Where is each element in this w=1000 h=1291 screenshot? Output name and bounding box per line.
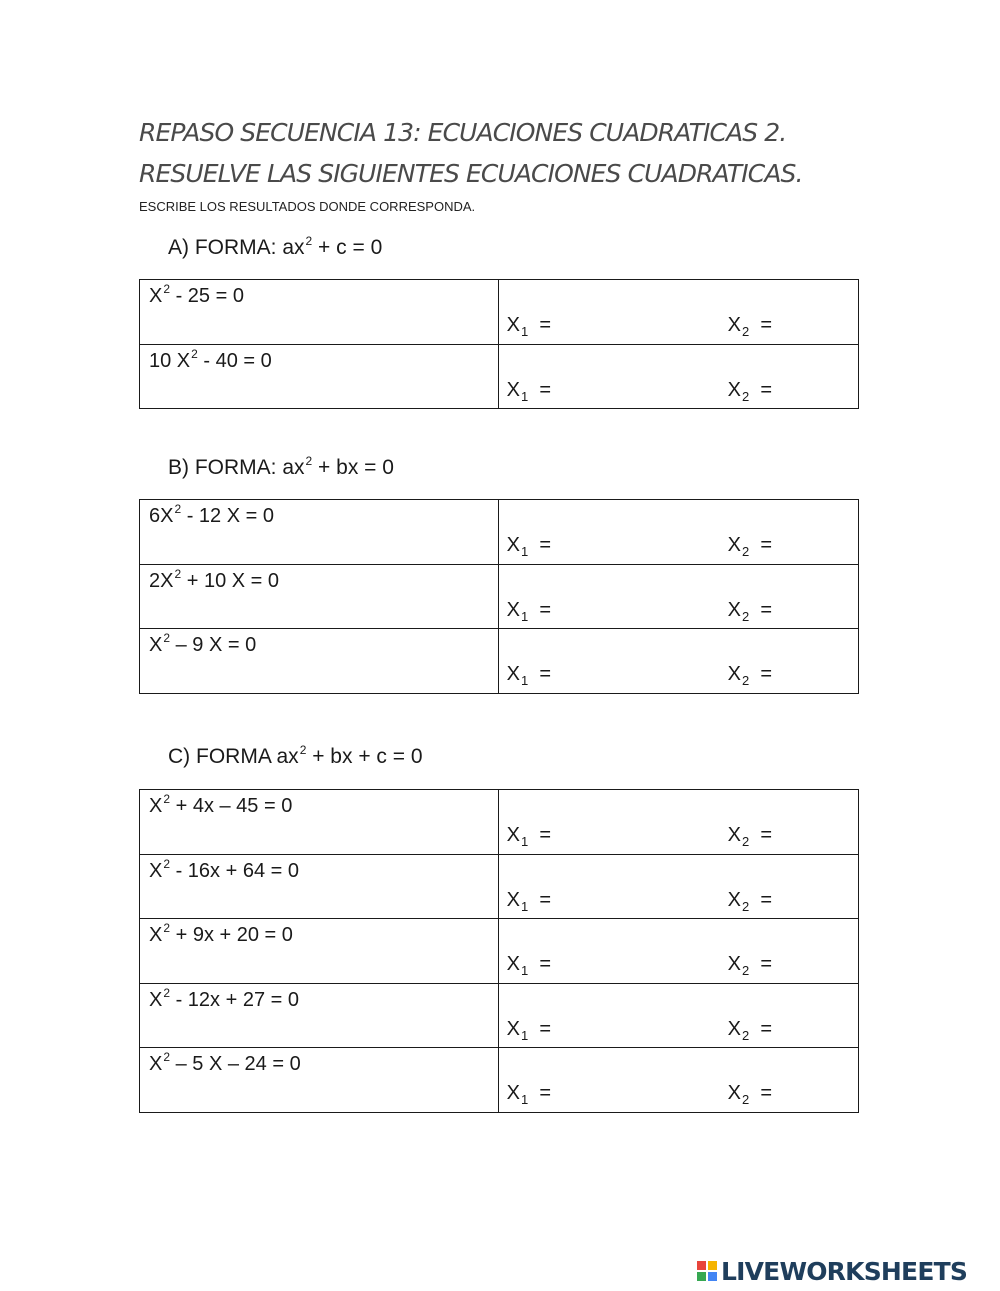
x1-answer-label — [507, 889, 551, 912]
section-a-heading-rest: + c = 0 — [312, 236, 383, 259]
x1-equals: = — [539, 953, 552, 975]
x2-answer-label — [728, 1082, 772, 1105]
x2-equals: = — [760, 888, 773, 911]
x2-variable: X — [727, 534, 741, 556]
equation-exponent: 2 — [163, 631, 171, 645]
equation-base: 2X — [149, 569, 174, 592]
exponent: 2 — [299, 743, 307, 757]
x1-subscript: 1 — [520, 1092, 529, 1107]
x2-answer-label — [728, 534, 772, 557]
equation-exponent: 2 — [163, 921, 171, 935]
section-a-heading-text: A) FORMA: ax — [168, 236, 305, 259]
equation-base: X — [149, 859, 163, 882]
answer-cell[interactable] — [498, 344, 858, 409]
x2-equals: = — [760, 378, 772, 401]
section-a-table — [139, 279, 859, 409]
x1-equals: = — [539, 824, 552, 846]
answer-cell[interactable] — [498, 280, 858, 345]
x2-equals: = — [760, 1017, 773, 1040]
equation-row — [140, 983, 859, 1048]
worksheet-title-line-1: REPASO SECUENCIA 13: ECUACIONES CUADRATICAS 2. — [139, 118, 787, 147]
x1-subscript: 1 — [520, 963, 529, 978]
answer-cell[interactable] — [498, 854, 858, 919]
x1-subscript: 1 — [520, 544, 529, 559]
x2-subscript: 2 — [741, 608, 750, 624]
equation-cell — [140, 280, 499, 345]
section-c-heading — [168, 745, 423, 769]
x2-subscript: 2 — [741, 898, 750, 914]
x2-answer-label — [728, 379, 772, 402]
equation-exponent: 2 — [163, 282, 171, 296]
equation-base: X — [149, 924, 163, 946]
answer-cell[interactable] — [498, 983, 858, 1048]
equation-row — [140, 1048, 859, 1113]
x2-equals: = — [760, 824, 773, 846]
equation-cell — [140, 500, 499, 565]
x2-answer-label — [728, 1018, 772, 1041]
answer-cell[interactable] — [498, 919, 858, 984]
x2-variable: X — [727, 663, 741, 685]
x1-equals: = — [539, 888, 552, 911]
x1-variable: X — [506, 888, 520, 911]
x2-equals: = — [760, 663, 772, 685]
x1-answer-label — [507, 824, 551, 847]
x1-subscript: 1 — [520, 834, 529, 849]
x1-answer-label — [507, 953, 551, 976]
section-b-heading-rest: + bx = 0 — [312, 456, 394, 479]
equation-row — [140, 500, 859, 565]
x1-answer-label — [507, 663, 551, 686]
equation-row — [140, 344, 859, 409]
x1-answer-label — [507, 534, 551, 557]
equation-row — [140, 790, 859, 855]
equation-base: X — [149, 634, 163, 656]
section-b-heading — [168, 456, 394, 480]
x2-answer-label — [728, 314, 772, 337]
x2-answer-label — [728, 889, 772, 912]
equation-cell — [140, 854, 499, 919]
x1-equals: = — [539, 1017, 552, 1040]
equation-base: X — [149, 795, 163, 817]
x1-equals: = — [539, 1082, 552, 1104]
x1-variable: X — [506, 663, 520, 685]
logo-square-red — [697, 1261, 706, 1270]
answer-cell[interactable] — [498, 500, 858, 565]
answer-cell[interactable] — [498, 790, 858, 855]
equation-exponent: 2 — [163, 1050, 171, 1064]
section-c-table — [139, 789, 859, 1113]
equation-rest: + 9x + 20 = 0 — [170, 924, 293, 946]
logo-square-yellow — [708, 1261, 717, 1270]
x1-subscript: 1 — [520, 388, 529, 404]
x1-variable: X — [506, 1017, 520, 1040]
x2-subscript: 2 — [741, 324, 750, 339]
x1-answer-label — [507, 1018, 551, 1041]
liveworksheets-logo — [697, 1256, 967, 1286]
x2-subscript: 2 — [741, 1027, 750, 1043]
x2-equals: = — [760, 1082, 773, 1104]
x2-variable: X — [727, 378, 741, 401]
liveworksheets-logo-text: LIVEWORKSHEETS — [721, 1256, 968, 1286]
equation-base: 10 X — [149, 349, 191, 372]
x2-variable: X — [727, 1082, 741, 1104]
equation-base: 6X — [149, 505, 174, 527]
equation-cell — [140, 629, 499, 694]
equation-rest: + 10 X = 0 — [181, 569, 280, 592]
x1-answer-label — [507, 379, 551, 402]
x2-variable: X — [727, 598, 741, 621]
x1-answer-label — [507, 1082, 551, 1105]
section-c-heading-text: C) FORMA ax — [168, 745, 299, 768]
equation-cell — [140, 1048, 499, 1113]
equation-cell — [140, 919, 499, 984]
x2-equals: = — [760, 953, 773, 975]
section-b-heading-text: B) FORMA: ax — [168, 456, 305, 479]
x1-equals: = — [539, 663, 551, 685]
logo-square-green — [697, 1272, 706, 1281]
x2-equals: = — [760, 598, 772, 621]
equation-rest: - 12x + 27 = 0 — [170, 988, 300, 1011]
x2-answer-label — [728, 824, 772, 847]
exponent: 2 — [305, 454, 313, 468]
equation-row — [140, 919, 859, 984]
x2-answer-label — [728, 663, 772, 686]
equation-exponent: 2 — [191, 346, 198, 361]
x2-variable: X — [727, 824, 741, 846]
equation-rest: – 5 X – 24 = 0 — [170, 1053, 301, 1075]
x2-variable: X — [727, 953, 741, 975]
x2-equals: = — [760, 534, 772, 556]
worksheet-title-line-2: RESUELVE LAS SIGUIENTES ECUACIONES CUADRATICAS. — [139, 159, 803, 188]
x1-answer-label — [507, 314, 551, 337]
equation-row — [140, 854, 859, 919]
x1-variable: X — [506, 1082, 520, 1104]
equation-row — [140, 280, 859, 345]
x2-subscript: 2 — [741, 544, 750, 559]
equation-base: X — [149, 988, 163, 1011]
x1-variable: X — [506, 953, 520, 975]
x1-variable: X — [506, 598, 520, 621]
x1-variable: X — [506, 314, 520, 336]
x2-variable: X — [727, 888, 741, 911]
equation-row — [140, 629, 859, 694]
x2-subscript: 2 — [741, 963, 750, 978]
x1-variable: X — [506, 534, 520, 556]
equation-rest: - 25 = 0 — [170, 285, 244, 307]
equation-cell — [140, 790, 499, 855]
equation-base: X — [149, 285, 163, 307]
equation-rest: - 16x + 64 = 0 — [170, 859, 300, 882]
x2-subscript: 2 — [741, 834, 750, 849]
x1-equals: = — [539, 314, 551, 336]
x2-answer-label — [728, 599, 772, 622]
section-b-table — [139, 499, 859, 694]
equation-rest: - 40 = 0 — [197, 349, 272, 372]
equation-exponent: 2 — [163, 792, 171, 806]
x1-equals: = — [539, 378, 551, 401]
equation-cell — [140, 564, 499, 629]
equation-exponent: 2 — [163, 856, 171, 871]
equation-exponent: 2 — [174, 502, 182, 516]
x2-subscript: 2 — [741, 1092, 750, 1107]
equation-exponent: 2 — [174, 566, 182, 581]
equation-cell — [140, 344, 499, 409]
x1-subscript: 1 — [520, 324, 529, 339]
x1-answer-label — [507, 599, 551, 622]
x2-answer-label — [728, 953, 772, 976]
x1-equals: = — [539, 598, 551, 621]
x1-subscript: 1 — [520, 608, 529, 624]
equation-rest: + 4x – 45 = 0 — [170, 795, 293, 817]
x1-subscript: 1 — [520, 898, 529, 914]
x1-subscript: 1 — [520, 1027, 529, 1043]
exponent: 2 — [305, 234, 313, 248]
x2-variable: X — [727, 314, 741, 336]
worksheet-instructions: ESCRIBE LOS RESULTADOS DONDE CORRESPONDA. — [139, 199, 476, 214]
equation-rest: - 12 X = 0 — [181, 505, 274, 527]
x1-subscript: 1 — [520, 673, 529, 688]
section-a-heading — [168, 236, 382, 260]
answer-cell[interactable] — [498, 629, 858, 694]
liveworksheets-logo-icon — [697, 1261, 717, 1281]
answer-cell[interactable] — [498, 564, 858, 629]
x1-equals: = — [539, 534, 551, 556]
equation-rest: – 9 X = 0 — [170, 634, 257, 656]
equation-cell — [140, 983, 499, 1048]
x1-variable: X — [506, 824, 520, 846]
equation-base: X — [149, 1053, 163, 1075]
logo-square-blue — [708, 1272, 717, 1281]
answer-cell[interactable] — [498, 1048, 858, 1113]
x2-variable: X — [727, 1017, 741, 1040]
section-c-heading-rest: + bx + c = 0 — [306, 745, 423, 768]
x2-equals: = — [760, 314, 772, 336]
equation-exponent: 2 — [163, 985, 171, 1000]
x1-variable: X — [506, 378, 520, 401]
x2-subscript: 2 — [741, 388, 750, 404]
x2-subscript: 2 — [741, 673, 750, 688]
equation-row — [140, 564, 859, 629]
